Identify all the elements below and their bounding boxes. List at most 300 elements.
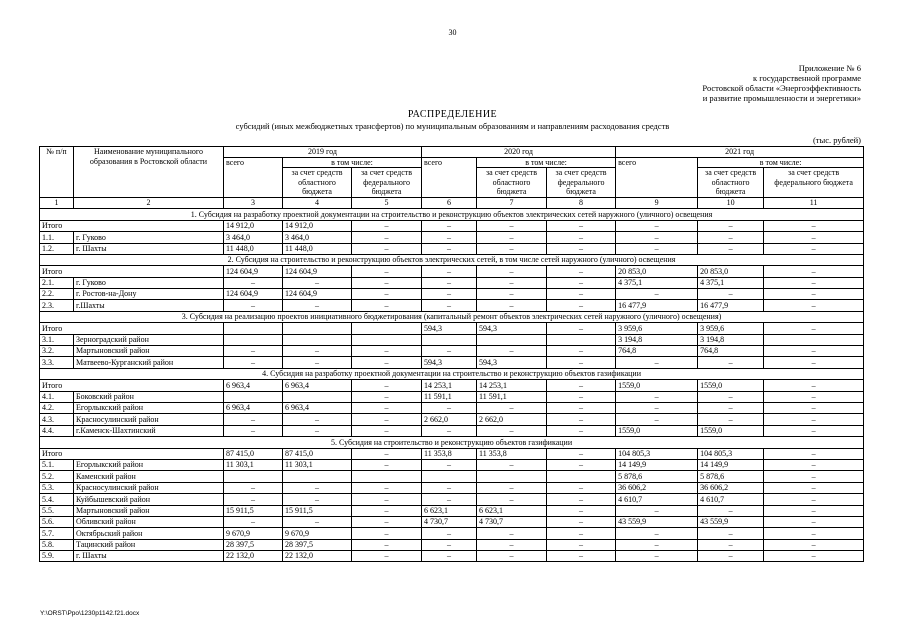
table-cell: – xyxy=(764,551,864,562)
table-cell: 11 303,1 xyxy=(283,459,352,470)
table-cell: – xyxy=(352,391,422,402)
table-cell: – xyxy=(352,448,422,459)
header-regional-2020: за счет средств областного бюджета xyxy=(477,168,547,198)
table-cell: 22 132,0 xyxy=(283,551,352,562)
table-cell: – xyxy=(547,220,616,231)
table-cell: – xyxy=(764,380,864,391)
table-cell: – xyxy=(422,403,477,414)
table-row xyxy=(40,425,864,436)
table-cell: 6 623,1 xyxy=(477,505,547,516)
appendix-line-3: Ростовской области «Энергоэффективность xyxy=(702,83,861,93)
table-cell: – xyxy=(547,516,616,527)
row-number: 5.5. xyxy=(40,505,74,516)
table-cell: 4 375,1 xyxy=(698,277,764,288)
table-row xyxy=(40,391,864,402)
table-cell: 15 911,5 xyxy=(224,505,283,516)
section-title: 1. Субсидия на разработку проектной документации на строительство и реконструкцию объектов электрических сетей наружного (уличного) освещения xyxy=(40,209,864,220)
table-cell: – xyxy=(547,277,616,288)
table-cell: – xyxy=(764,232,864,243)
table-cell: 4 610,7 xyxy=(616,494,698,505)
row-name: Зерноградский район xyxy=(74,334,224,345)
table-row xyxy=(40,528,864,539)
table-cell: – xyxy=(422,539,477,550)
table-cell: – xyxy=(616,232,698,243)
table-cell: – xyxy=(616,414,698,425)
table-cell: 14 149,9 xyxy=(698,459,764,470)
table-cell: – xyxy=(698,539,764,550)
table-cell: 6 963,4 xyxy=(283,380,352,391)
column-numbers-row xyxy=(40,197,864,208)
row-number: 1.1. xyxy=(40,232,74,243)
row-name: Мартыновский район xyxy=(74,346,224,357)
table-cell: – xyxy=(764,243,864,254)
table-cell xyxy=(547,471,616,482)
table-cell: – xyxy=(764,300,864,311)
table-cell: – xyxy=(764,505,864,516)
table-cell: – xyxy=(224,277,283,288)
table-row xyxy=(40,300,864,311)
table-cell: – xyxy=(547,300,616,311)
table-cell: – xyxy=(422,220,477,231)
header-incl-2020: в том числе: xyxy=(477,157,616,168)
table-row xyxy=(40,459,864,470)
row-name: Красносулинский район xyxy=(74,482,224,493)
table-cell: – xyxy=(477,494,547,505)
table-cell: – xyxy=(698,528,764,539)
section-title-row xyxy=(40,209,864,220)
table-cell xyxy=(283,334,352,345)
table-cell: – xyxy=(764,346,864,357)
table-cell: 104 805,3 xyxy=(698,448,764,459)
table-cell: – xyxy=(352,482,422,493)
table-cell: 124 604,9 xyxy=(283,266,352,277)
row-number: 2.1. xyxy=(40,277,74,288)
table-cell: – xyxy=(616,505,698,516)
table-cell xyxy=(422,334,477,345)
table-cell: – xyxy=(616,220,698,231)
header-regional-2021: за счет средств областного бюджета xyxy=(698,168,764,198)
table-cell: 14 912,0 xyxy=(224,220,283,231)
section-title-row xyxy=(40,311,864,322)
table-row xyxy=(40,516,864,527)
table-cell: – xyxy=(352,380,422,391)
row-name: Егорлыкский район xyxy=(74,403,224,414)
table-cell: – xyxy=(616,403,698,414)
header-num: № п/п xyxy=(40,147,74,198)
table-cell: – xyxy=(764,528,864,539)
table-cell: – xyxy=(698,243,764,254)
table-cell: – xyxy=(764,403,864,414)
header-total-2019: всего xyxy=(224,157,283,197)
table-row xyxy=(40,289,864,300)
table-cell: – xyxy=(547,380,616,391)
table-cell xyxy=(283,471,352,482)
table-row xyxy=(40,334,864,345)
table-cell: – xyxy=(764,277,864,288)
table-cell: – xyxy=(283,494,352,505)
table-cell: 11 591,1 xyxy=(422,391,477,402)
appendix-line-4: и развитие промышленности и энергетики» xyxy=(702,93,861,103)
header-incl-2021: в том числе: xyxy=(698,157,864,168)
table-cell xyxy=(352,471,422,482)
row-number: 5.8. xyxy=(40,539,74,550)
row-name: Каменский район xyxy=(74,471,224,482)
table-cell: – xyxy=(764,539,864,550)
row-number: 3.1. xyxy=(40,334,74,345)
table-cell: 1559,0 xyxy=(616,425,698,436)
table-header xyxy=(40,147,864,209)
column-number: 5 xyxy=(352,197,422,208)
table-cell: – xyxy=(547,459,616,470)
table-cell: – xyxy=(547,323,616,334)
table-cell: – xyxy=(477,300,547,311)
table-cell xyxy=(224,391,283,402)
table-cell: – xyxy=(616,539,698,550)
file-path-footer: Y:\ORST\Ppo\1230p1142.f21.docx xyxy=(40,610,140,617)
table-cell: – xyxy=(352,539,422,550)
table-cell: 4 730,7 xyxy=(477,516,547,527)
table-cell: – xyxy=(547,494,616,505)
header-name: Наименование муниципального образования в Ростовской области xyxy=(74,147,224,198)
table-cell: – xyxy=(547,403,616,414)
row-name: Тацинский район xyxy=(74,539,224,550)
row-number: 5.2. xyxy=(40,471,74,482)
total-row xyxy=(40,220,864,231)
row-label: Итого xyxy=(40,448,224,459)
table-row xyxy=(40,551,864,562)
table-cell: – xyxy=(477,289,547,300)
table-cell: – xyxy=(616,391,698,402)
table-cell: – xyxy=(422,425,477,436)
table-cell: – xyxy=(283,425,352,436)
table-cell: – xyxy=(224,414,283,425)
table-cell: 43 559,9 xyxy=(616,516,698,527)
table-row xyxy=(40,494,864,505)
table-row xyxy=(40,357,864,368)
table-row xyxy=(40,232,864,243)
table-cell: 3 959,6 xyxy=(698,323,764,334)
row-name: г. Гуково xyxy=(74,277,224,288)
table-cell: – xyxy=(547,346,616,357)
table-cell: – xyxy=(283,346,352,357)
table-cell: – xyxy=(698,289,764,300)
table-cell: 6 963,4 xyxy=(283,403,352,414)
header-federal-2019: за счет средств федерального бюджета xyxy=(352,168,422,198)
table-cell: – xyxy=(547,425,616,436)
table-cell: 124 604,9 xyxy=(224,289,283,300)
row-name: Егорлыкский район xyxy=(74,459,224,470)
column-number: 7 xyxy=(477,197,547,208)
row-number: 4.3. xyxy=(40,414,74,425)
table-cell: 3 194,8 xyxy=(616,334,698,345)
table-cell: – xyxy=(352,346,422,357)
table-cell: 1559,0 xyxy=(698,380,764,391)
table-cell: 6 623,1 xyxy=(422,505,477,516)
subsidy-distribution-table xyxy=(39,146,864,562)
table-cell: – xyxy=(422,528,477,539)
header-federal-2021: за счет средств федерального бюджета xyxy=(764,168,864,198)
table-cell: – xyxy=(764,266,864,277)
table-cell: – xyxy=(352,266,422,277)
section-title-row xyxy=(40,437,864,448)
table-cell: 5 878,6 xyxy=(698,471,764,482)
table-cell xyxy=(283,323,352,334)
table-cell: 20 853,0 xyxy=(698,266,764,277)
table-cell: 11 448,0 xyxy=(224,243,283,254)
table-row xyxy=(40,277,864,288)
table-row xyxy=(40,243,864,254)
table-cell xyxy=(352,323,422,334)
table-cell xyxy=(224,471,283,482)
table-cell: 3 959,6 xyxy=(616,323,698,334)
table-cell: – xyxy=(224,300,283,311)
table-cell: – xyxy=(764,482,864,493)
row-name: г.Каменск-Шахтинский xyxy=(74,425,224,436)
table-cell: 87 415,0 xyxy=(224,448,283,459)
table-cell: – xyxy=(698,232,764,243)
table-cell: – xyxy=(764,357,864,368)
table-body xyxy=(40,209,864,562)
total-row xyxy=(40,380,864,391)
table-cell: 3 464,0 xyxy=(283,232,352,243)
table-cell: – xyxy=(352,516,422,527)
table-cell xyxy=(224,323,283,334)
table-cell xyxy=(283,391,352,402)
table-cell: 36 606,2 xyxy=(698,482,764,493)
row-name: Мартыновский район xyxy=(74,505,224,516)
table-cell xyxy=(224,334,283,345)
table-cell: 1559,0 xyxy=(616,380,698,391)
table-cell: – xyxy=(477,425,547,436)
table-cell: – xyxy=(352,289,422,300)
table-cell: – xyxy=(422,459,477,470)
table-cell: – xyxy=(547,289,616,300)
table-cell: – xyxy=(352,505,422,516)
table-cell: – xyxy=(352,300,422,311)
table-cell: – xyxy=(764,459,864,470)
table-cell: – xyxy=(547,357,616,368)
table-cell: – xyxy=(616,243,698,254)
appendix-line-2: к государственной программе xyxy=(752,73,861,83)
table-cell: – xyxy=(764,414,864,425)
table-cell: 28 397,5 xyxy=(224,539,283,550)
table-cell: 11 353,8 xyxy=(477,448,547,459)
table-cell: – xyxy=(422,346,477,357)
table-cell: 16 477,9 xyxy=(698,300,764,311)
table-cell: – xyxy=(547,243,616,254)
section-title-row xyxy=(40,254,864,265)
table-cell: – xyxy=(352,220,422,231)
document-title: РАСПРЕДЕЛЕНИЕ xyxy=(407,109,498,120)
header-regional-2019: за счет средств областного бюджета xyxy=(283,168,352,198)
table-cell: 14 912,0 xyxy=(283,220,352,231)
table-cell: – xyxy=(764,494,864,505)
row-label: Итого xyxy=(40,266,224,277)
total-row xyxy=(40,266,864,277)
row-number: 4.2. xyxy=(40,403,74,414)
table-cell: – xyxy=(352,243,422,254)
row-number: 5.1. xyxy=(40,459,74,470)
column-number: 2 xyxy=(74,197,224,208)
row-number: 5.9. xyxy=(40,551,74,562)
table-cell: 43 559,9 xyxy=(698,516,764,527)
table-cell: 6 963,4 xyxy=(224,380,283,391)
column-number: 11 xyxy=(764,197,864,208)
table-cell: 124 604,9 xyxy=(224,266,283,277)
table-cell: – xyxy=(698,391,764,402)
table-cell: – xyxy=(283,300,352,311)
table-cell: – xyxy=(352,528,422,539)
table-cell: 594,3 xyxy=(477,323,547,334)
table-cell: – xyxy=(698,414,764,425)
row-label: Итого xyxy=(40,220,224,231)
table-cell: 11 448,0 xyxy=(283,243,352,254)
header-federal-2020: за счет средств федерального бюджета xyxy=(547,168,616,198)
row-name: г.Шахты xyxy=(74,300,224,311)
row-number: 5.3. xyxy=(40,482,74,493)
table-cell: – xyxy=(547,232,616,243)
table-cell: – xyxy=(698,551,764,562)
table-cell: – xyxy=(477,528,547,539)
table-cell: – xyxy=(422,300,477,311)
table-cell: 594,3 xyxy=(422,357,477,368)
table-cell: – xyxy=(764,323,864,334)
row-number: 4.4. xyxy=(40,425,74,436)
table-cell: – xyxy=(616,551,698,562)
table-row xyxy=(40,482,864,493)
column-number: 9 xyxy=(616,197,698,208)
table-cell: – xyxy=(547,414,616,425)
table-cell: – xyxy=(477,482,547,493)
table-cell: 14 253,1 xyxy=(477,380,547,391)
table-cell: – xyxy=(764,516,864,527)
table-cell: 9 670,9 xyxy=(283,528,352,539)
table-cell xyxy=(352,334,422,345)
row-name: г. Гуково xyxy=(74,232,224,243)
table-row xyxy=(40,471,864,482)
table-cell: – xyxy=(283,516,352,527)
row-name: Обливский район xyxy=(74,516,224,527)
table-cell: – xyxy=(698,505,764,516)
row-number: 5.4. xyxy=(40,494,74,505)
table-cell: 14 253,1 xyxy=(422,380,477,391)
table-cell: – xyxy=(422,551,477,562)
table-cell: 4 730,7 xyxy=(422,516,477,527)
table-cell: 20 853,0 xyxy=(616,266,698,277)
header-incl-2019: в том числе: xyxy=(283,157,422,168)
table-cell: – xyxy=(477,403,547,414)
table-cell: – xyxy=(352,425,422,436)
table-cell: 594,3 xyxy=(477,357,547,368)
table-cell: 594,3 xyxy=(422,323,477,334)
table-cell: 3 464,0 xyxy=(224,232,283,243)
table-cell: – xyxy=(698,357,764,368)
table-cell: 87 415,0 xyxy=(283,448,352,459)
table-cell: – xyxy=(764,448,864,459)
table-cell: 16 477,9 xyxy=(616,300,698,311)
table-cell: 11 353,8 xyxy=(422,448,477,459)
table-cell xyxy=(547,334,616,345)
column-number: 1 xyxy=(40,197,74,208)
header-year-2020: 2020 год xyxy=(422,147,616,158)
row-name: г. Шахты xyxy=(74,551,224,562)
table-cell: – xyxy=(477,551,547,562)
section-title: 4. Субсидия на разработку проектной документации на строительство и реконструкцию объектов газификации xyxy=(40,368,864,379)
table-cell: – xyxy=(352,551,422,562)
column-number: 4 xyxy=(283,197,352,208)
total-row xyxy=(40,448,864,459)
table-cell: – xyxy=(764,220,864,231)
table-row xyxy=(40,414,864,425)
row-name: Матвеево-Курганский район xyxy=(74,357,224,368)
table-cell: – xyxy=(224,357,283,368)
table-cell: – xyxy=(477,277,547,288)
table-cell: 2 662,0 xyxy=(422,414,477,425)
column-number: 10 xyxy=(698,197,764,208)
table-cell: 104 805,3 xyxy=(616,448,698,459)
table-cell xyxy=(764,334,864,345)
table-cell: – xyxy=(422,243,477,254)
table-cell: – xyxy=(616,289,698,300)
table-cell: 14 149,9 xyxy=(616,459,698,470)
table-cell: 22 132,0 xyxy=(224,551,283,562)
table-row xyxy=(40,346,864,357)
row-number: 3.2. xyxy=(40,346,74,357)
table-cell: – xyxy=(616,357,698,368)
row-label: Итого xyxy=(40,380,224,391)
table-cell: – xyxy=(764,391,864,402)
row-name: Боковский район xyxy=(74,391,224,402)
table-cell: – xyxy=(698,220,764,231)
total-row xyxy=(40,323,864,334)
table-cell: – xyxy=(224,482,283,493)
table-cell: – xyxy=(283,277,352,288)
table-cell: 36 606,2 xyxy=(616,482,698,493)
table-cell: – xyxy=(477,243,547,254)
table-cell: 3 194,8 xyxy=(698,334,764,345)
table-cell: – xyxy=(283,414,352,425)
table-cell: – xyxy=(283,357,352,368)
row-name: Октябрьский район xyxy=(74,528,224,539)
table-cell: – xyxy=(547,391,616,402)
appendix-line-1: Приложение № 6 xyxy=(798,63,861,73)
table-cell: – xyxy=(224,346,283,357)
row-number: 5.7. xyxy=(40,528,74,539)
table-cell xyxy=(422,471,477,482)
section-title: 5. Субсидия на строительство и реконструкцию объектов газификации xyxy=(40,437,864,448)
table-cell: – xyxy=(477,346,547,357)
table-cell: 2 662,0 xyxy=(477,414,547,425)
table-cell: – xyxy=(764,425,864,436)
header-total-2020: всего xyxy=(422,157,477,197)
table-cell: – xyxy=(352,232,422,243)
table-cell: – xyxy=(764,289,864,300)
table-cell: 6 963,4 xyxy=(224,403,283,414)
table-cell: – xyxy=(547,266,616,277)
table-cell: 124 604,9 xyxy=(283,289,352,300)
table-row xyxy=(40,539,864,550)
table-cell: – xyxy=(352,494,422,505)
row-name: Красносулинский район xyxy=(74,414,224,425)
section-title: 2. Субсидия на строительство и реконструкцию объектов электрических сетей, в том числе сетей наружного (уличного) освещения xyxy=(40,254,864,265)
table-cell: – xyxy=(477,232,547,243)
row-number: 3.3. xyxy=(40,357,74,368)
table-cell: 5 878,6 xyxy=(616,471,698,482)
table-cell: – xyxy=(698,403,764,414)
row-name: Куйбышевский район xyxy=(74,494,224,505)
document-subtitle: субсидий (иных межбюджетных трансфертов) по муниципальным образованиям и направлениям расходования средств xyxy=(235,121,670,131)
header-total-2021: всего xyxy=(616,157,698,197)
